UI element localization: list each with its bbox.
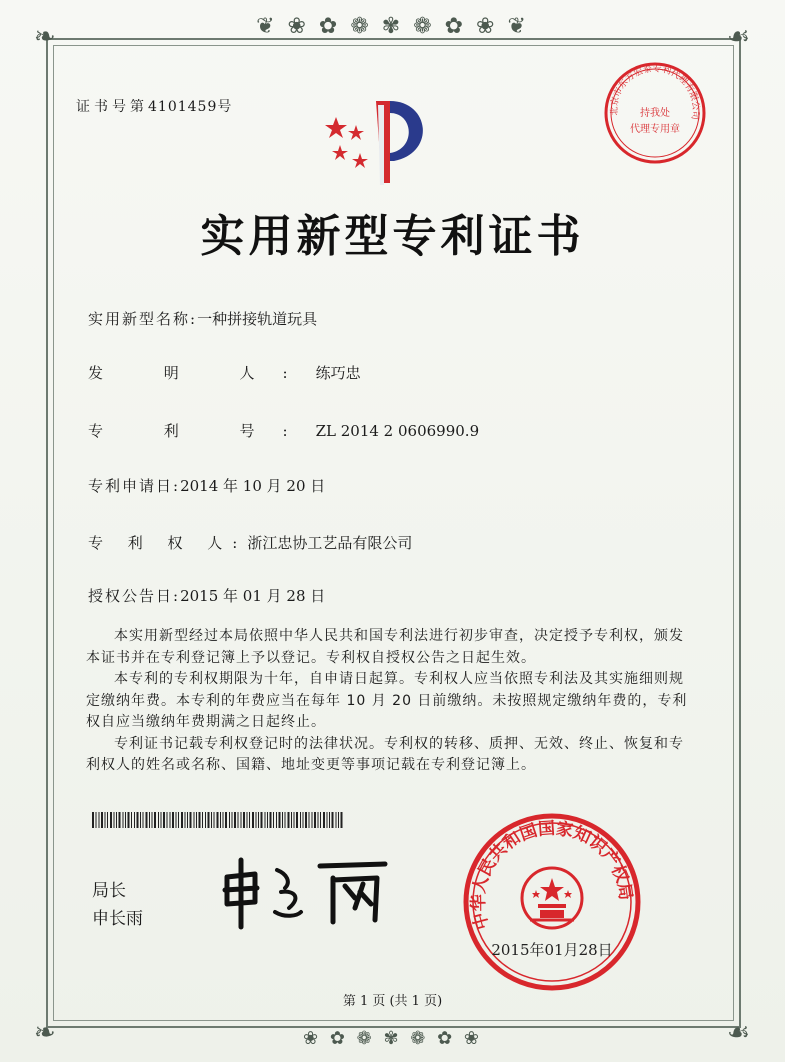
barcode-bar bbox=[196, 812, 197, 828]
barcode-bar bbox=[252, 812, 254, 828]
barcode-bar bbox=[143, 812, 144, 828]
agency-seal-line1: 持我处 bbox=[640, 108, 670, 119]
barcode-bar bbox=[167, 812, 168, 828]
barcode-bar bbox=[161, 812, 162, 828]
barcode-bar bbox=[199, 812, 201, 828]
field-grant-announcement-date bbox=[88, 585, 325, 606]
barcode-bar bbox=[205, 812, 206, 828]
barcode-bar bbox=[140, 812, 141, 828]
barcode-bar bbox=[134, 812, 135, 828]
barcode bbox=[92, 812, 344, 828]
barcode-bar bbox=[261, 812, 263, 828]
barcode-bar bbox=[288, 812, 290, 828]
agency-seal-line2: 代理专用章 bbox=[630, 124, 680, 135]
field-patentee bbox=[88, 532, 412, 553]
certificate-number-suffix: 号 bbox=[217, 99, 233, 115]
barcode-bar bbox=[116, 812, 117, 828]
barcode-bar bbox=[187, 812, 188, 828]
barcode-bar bbox=[110, 812, 112, 828]
barcode-bar bbox=[105, 812, 106, 828]
barcode-bar bbox=[172, 812, 174, 828]
barcode-bar bbox=[300, 812, 301, 828]
bottom-ornament: ❀ ✿ ❁ ✾ ❁ ✿ ❀ bbox=[303, 1028, 482, 1049]
barcode-bar bbox=[211, 812, 212, 828]
barcode-bar bbox=[214, 812, 215, 828]
statement-paragraph: 本实用新型经过本局依照中华人民共和国专利法进行初步审查，决定授予专利权，颁发本证书并在专利登记簿上予以登记。专利权自授权公告之日起生效。 bbox=[86, 628, 684, 666]
corner-ornament-icon: ❧ bbox=[34, 1018, 56, 1048]
barcode-bar bbox=[332, 812, 334, 828]
barcode-bar bbox=[107, 812, 108, 828]
field-inventor bbox=[88, 362, 361, 383]
barcode-bar bbox=[217, 812, 219, 828]
barcode-bar bbox=[249, 812, 250, 828]
certificate-statement bbox=[86, 626, 696, 777]
barcode-bar bbox=[223, 812, 224, 828]
field-value: ZL 2014 2 0606990.9 bbox=[315, 422, 480, 440]
barcode-bar bbox=[99, 812, 100, 828]
barcode-bar bbox=[285, 812, 286, 828]
barcode-bar bbox=[270, 812, 272, 828]
barcode-bar bbox=[314, 812, 316, 828]
official-seal-date: 2015年01月28日 bbox=[491, 941, 613, 959]
barcode-bar bbox=[309, 812, 310, 828]
barcode-bar bbox=[119, 812, 121, 828]
statement-paragraph: 本专利的专利权期限为十年，自申请日起算。专利权人应当依照专利法及其实施细则规定缴纳年费。本专利的年费应当在每年 10 月 20 日前缴纳。未按照规定缴纳年费的，专利权自应当缴纳年费期满之日起终止。 bbox=[86, 671, 688, 730]
field-application-date bbox=[88, 475, 325, 496]
field-label: 专利申请日: bbox=[88, 477, 181, 495]
barcode-bar bbox=[296, 812, 298, 828]
barcode-bar bbox=[125, 812, 126, 828]
barcode-bar bbox=[243, 812, 245, 828]
barcode-bar bbox=[291, 812, 292, 828]
page-footer: 第 1 页 (共 1 页) bbox=[342, 994, 443, 1009]
barcode-bar bbox=[176, 812, 177, 828]
barcode-bar bbox=[163, 812, 165, 828]
barcode-bar bbox=[341, 812, 343, 828]
barcode-bar bbox=[323, 812, 325, 828]
barcode-bar bbox=[247, 812, 248, 828]
barcode-bar bbox=[220, 812, 221, 828]
barcode-bar bbox=[185, 812, 186, 828]
statement-paragraph: 专利证书记载专利权登记时的法律状况。专利权的转移、质押、无效、终止、恢复和专利权人的姓名或名称、国籍、地址变更等事项记载在专利登记簿上。 bbox=[86, 735, 684, 773]
barcode-bar bbox=[128, 812, 130, 828]
certificate-number bbox=[76, 96, 232, 116]
agency-seal bbox=[600, 58, 710, 168]
barcode-bar bbox=[123, 812, 124, 828]
field-label: 专 利 号: bbox=[88, 422, 316, 440]
barcode-bar bbox=[146, 812, 148, 828]
field-label: 实用新型名称: bbox=[88, 310, 198, 328]
barcode-bar bbox=[202, 812, 203, 828]
field-value: 浙江忠协工艺品有限公司 bbox=[247, 534, 413, 552]
barcode-bar bbox=[181, 812, 183, 828]
barcode-bar bbox=[234, 812, 236, 828]
barcode-bar bbox=[312, 812, 313, 828]
barcode-bar bbox=[327, 812, 328, 828]
barcode-bar bbox=[152, 812, 153, 828]
barcode-bar bbox=[101, 812, 103, 828]
corner-ornament-icon: ☙ bbox=[727, 1018, 751, 1048]
certificate-title: 实用新型专利证书 bbox=[200, 211, 585, 262]
field-value: 2014 年 10 月 20 日 bbox=[180, 477, 326, 495]
barcode-bar bbox=[229, 812, 230, 828]
barcode-bar bbox=[282, 812, 283, 828]
field-utility-model-name bbox=[88, 308, 317, 329]
national-emblem-icon bbox=[522, 868, 582, 928]
barcode-bar bbox=[92, 812, 94, 828]
barcode-bar bbox=[225, 812, 227, 828]
barcode-bar bbox=[158, 812, 159, 828]
barcode-bar bbox=[294, 812, 295, 828]
agency-seal-text: 北京市东方宏泰专利代理有限公司 bbox=[609, 64, 701, 121]
barcode-bar bbox=[149, 812, 150, 828]
field-label: 授权公告日: bbox=[88, 587, 181, 605]
top-ornament: ❦ ❀ ✿ ❁ ✾ ❁ ✿ ❀ ❦ bbox=[256, 14, 529, 39]
barcode-bar bbox=[137, 812, 139, 828]
official-seal-text: 中华人民共和国国家知识产权局 bbox=[468, 818, 636, 932]
signatory-name: 申长雨 bbox=[92, 909, 143, 929]
barcode-bar bbox=[305, 812, 307, 828]
barcode-bar bbox=[114, 812, 115, 828]
barcode-bar bbox=[265, 812, 266, 828]
barcode-bar bbox=[154, 812, 156, 828]
barcode-bar bbox=[96, 812, 97, 828]
barcode-bar bbox=[338, 812, 339, 828]
barcode-bar bbox=[194, 812, 195, 828]
barcode-bar bbox=[232, 812, 233, 828]
barcode-bar bbox=[258, 812, 259, 828]
barcode-bar bbox=[336, 812, 337, 828]
field-label: 发 明 人: bbox=[88, 364, 316, 382]
patent-office-emblem-icon bbox=[318, 95, 438, 190]
field-value: 练巧忠 bbox=[315, 364, 361, 382]
corner-ornament-icon: ❧ bbox=[34, 22, 56, 52]
barcode-bar bbox=[279, 812, 281, 828]
barcode-bar bbox=[178, 812, 179, 828]
field-value: 一种拼接轨道玩具 bbox=[197, 310, 318, 328]
certificate-number-value: 4101459 bbox=[148, 99, 218, 115]
barcode-bar bbox=[190, 812, 192, 828]
field-label: 专 利 权 人: bbox=[88, 534, 248, 552]
barcode-bar bbox=[320, 812, 321, 828]
barcode-bar bbox=[238, 812, 239, 828]
field-value: 2015 年 01 月 28 日 bbox=[180, 587, 326, 605]
official-seal bbox=[462, 812, 642, 992]
field-patent-number bbox=[88, 420, 479, 441]
barcode-bar bbox=[170, 812, 171, 828]
barcode-bar bbox=[131, 812, 132, 828]
barcode-bar bbox=[276, 812, 277, 828]
barcode-bar bbox=[241, 812, 242, 828]
barcode-bar bbox=[329, 812, 330, 828]
signatory-title: 局长 bbox=[92, 881, 126, 901]
corner-ornament-icon: ☙ bbox=[727, 22, 751, 52]
certificate-number-label: 证书号第 bbox=[76, 99, 148, 115]
barcode-bar bbox=[273, 812, 274, 828]
barcode-bar bbox=[303, 812, 304, 828]
barcode-bar bbox=[267, 812, 268, 828]
handwritten-signature bbox=[215, 852, 405, 932]
barcode-bar bbox=[208, 812, 210, 828]
barcode-bar bbox=[318, 812, 319, 828]
barcode-bar bbox=[256, 812, 257, 828]
